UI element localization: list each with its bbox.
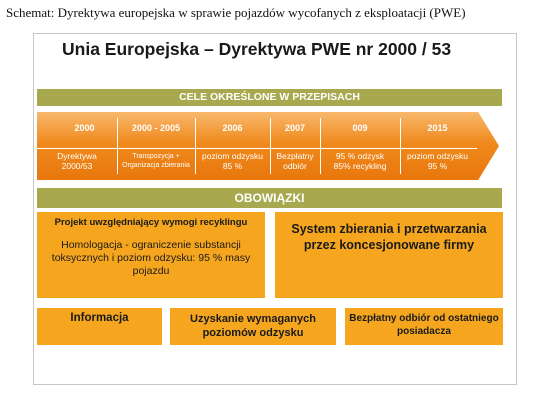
- timeline-desc: poziom odzysku 85 %: [202, 151, 263, 171]
- timeline-desc: poziom odzysku 95 %: [407, 151, 468, 171]
- box-information: [37, 308, 162, 345]
- box-recycling-design-title: Projekt uwzględniający wymogi recyklingu: [54, 217, 248, 228]
- timeline-year: 2006: [222, 123, 243, 133]
- timeline-year: 2015: [427, 123, 448, 133]
- timeline-desc: Transpozycja + Organizacja zbierania: [122, 153, 190, 169]
- box-recovery-levels-title: Uzyskanie wymaganych poziomów odzysku: [190, 313, 316, 339]
- timeline-separator-line: [37, 148, 477, 149]
- box-free-takeback: [345, 308, 503, 345]
- box-collection-system: [275, 212, 503, 298]
- goals-header-bar: CELE OKREŚLONE W PRZEPISACH: [37, 89, 502, 106]
- timeline-year: 2000: [74, 123, 95, 133]
- timeline-desc: 95 % odzysk 85% recykling: [333, 151, 387, 171]
- duties-header-bar: OBOWIĄZKI: [37, 188, 502, 208]
- box-recycling-design-text: Homologacja - ograniczenie substancji toksycznych i poziom odzysku: 95 % masy pojazdu: [51, 239, 251, 277]
- box-recycling-design: [37, 212, 265, 298]
- timeline-year: 009: [352, 123, 368, 133]
- figure-caption: Schemat: Dyrektywa europejska w sprawie pojazdów wycofanych z eksploatacji (PWE): [6, 5, 466, 20]
- box-recovery-levels: [170, 308, 336, 345]
- diagram-title: Unia Europejska – Dyrektywa PWE nr 2000 / 53: [62, 39, 452, 59]
- timeline-year: 2000 - 2005: [131, 123, 181, 133]
- timeline-desc: Bezpłatny odbiór: [276, 151, 314, 171]
- box-free-takeback-title: Bezpłatny odbiór od ostatniego posiadacza: [349, 313, 499, 337]
- box-information-title: Informacja: [70, 312, 129, 324]
- box-collection-system-title: System zbierania i przetwarzania przez koncesjonowane firmy: [291, 222, 487, 252]
- timeline-desc: Dyrektywa 2000/53: [57, 151, 97, 171]
- timeline-year: 2007: [284, 123, 306, 133]
